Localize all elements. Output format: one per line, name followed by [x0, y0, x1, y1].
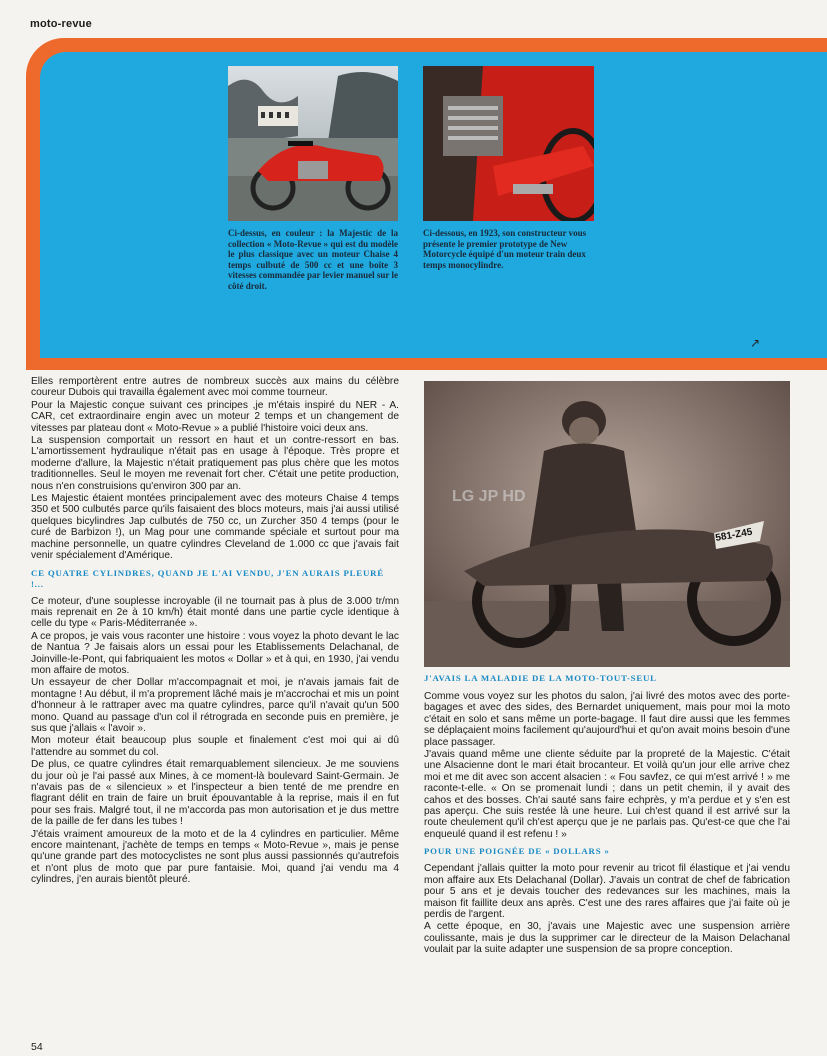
- paragraph: Ce moteur, d'une souplesse incroyable (il ne tournait pas à plus de 3.000 tr/mn mais reprenait en 2e à 10 km/h) était monté dans une partie cycle identique à celle du type « Paris-Méditerranée ».: [31, 595, 399, 630]
- paragraph: Cependant j'allais quitter la moto pour revenir au tricot fil élastique et j'ai vendu mon affaire aux Ets Delachanal (Dollar). J'avais un contrat de chef de fabrication pour 5 ans et je devais toucher des redevances sur les machines, mais la maison fit faillite deux ans après. C'est une des rares affaires que j'ai faite où je perdis de l'argent.: [424, 863, 790, 920]
- paragraph: J'avais quand même une cliente séduite par la propreté de la Majestic. C'était une Alsacienne dont le mari était brocanteur. Et voilà qu'un jour elle arrive chez moi et me dit avec son accent alsacien : « Fou savfez, ce qui m'est arrivé ! » me raconte-t-elle. « On se promenait lundi ; dans un petit chemin, il y avait des cahos et des bosses. Ch'ai sauté sans faire echprès, y m'a perdue et y s'en est pas aperçu. Che suis restée là une heure. Lui ch'est quand il est arrivé sur la route cheulement qu'il ch'est aperçu que je ne parlais pas. Qu'est-ce que che l'ai enqueulé quand il est refenu ! »: [424, 749, 790, 840]
- section-subheading: POUR UNE POIGNÉE DE « DOLLARS »: [424, 846, 610, 857]
- majestic-chateau-photo: [228, 66, 398, 221]
- paragraph: A ce propos, je vais vous raconter une histoire : vous voyez la photo devant le lac de Nantua ? Je faisais alors un essai pour les Etablissements Delachanal, de Joinville-le-Pont, qui fabriquaient les motos « Dollar » et à qui, en 1930, j'ai vendu mon affaire de motos.: [31, 630, 399, 676]
- rider-with-majestic-photo: [424, 381, 790, 667]
- paragraph: Comme vous voyez sur les photos du salon, j'ai livré des motos avec des porte-bagages et avec des sides, des Bernardet uniquement, mais pour moi la moto c'était en solo et sans même un porte-bagage. Il faut dire aussi que les femmes se déplaçaient moins facilement qu'aujourd'hui et qu'on avait moins besoin d'une place passager.: [424, 691, 790, 748]
- magazine-header: moto-revue: [30, 18, 92, 30]
- paragraph: Pour la Majestic conçue suivant ces principes ,je m'étais inspiré du NER - A. CAR, cet extraordinaire engin avec un moteur 2 temps et un changement de vitesses par plateau dont « Moto-Revue » a publié l'histoire voici deux ans.: [31, 399, 399, 434]
- top-left-photo-caption: Ci-dessus, en couleur : la Majestic de la collection « Moto-Revue » qui est du modèle le plus classique avec un moteur Chaise 4 temps culbuté de 500 cc et une boîte 3 vitesses commandée par levier manuel sur le côté droit.: [228, 228, 398, 291]
- paragraph: Les Majestic étaient montées principalement avec des moteurs Chaise 4 temps 350 et 500 culbutés parce qu'ils faisaient des blocs moteurs, mais j'ai aussi utilisé quelques bicylindres Jap culbutés de 750 cc, un Zurcher 350 4 temps (pour le curé de Barbizon !), un Mag pour une commande spéciale et surtout pour ma machine personnelle, un quatre cylindres Cleveland de 1.000 cc que j'avais fait venir spécialement d'Amérique.: [31, 493, 399, 562]
- panel-corner-mark: ↗: [750, 336, 761, 350]
- engine-closeup-photo: [423, 66, 594, 221]
- paragraph: De plus, ce quatre cylindres était remarquablement silencieux. Je me souviens du jour où je l'ai passé aux Mines, à ce moment-là boulevard Saint-Germain. Je n'avais pas de « silencieux » et l'inspecteur a bien tenté de me prendre en flagrant délit en train de faire un bruit épouvantable à la reprise, mais il en fut pour ses frais. Malgré tout, il ne m'accorda pas mon autorisation et je dus mettre de la paille de fer dans les tubes !: [31, 759, 399, 828]
- article-right-column: [424, 691, 790, 957]
- watermark-text: LG JP HD: [452, 488, 526, 505]
- top-right-photo-caption: Ci-dessous, en 1923, son constructeur vous présente le premier prototype de New Motorcycle équipé d'un moteur train deux temps monocylindre.: [423, 228, 587, 270]
- paragraph: J'étais vraiment amoureux de la moto et de la 4 cylindres en particulier. Même encore maintenant, j'achète de temps en temps « Moto-Revue », mais je pense qu'une grande part des motocyclistes ne sont plus aussi passionnés qu'autrefois et n'ont plus de moto que par pure fantaisie. Moi, quand j'ai vendu ma 4 cylindres, j'en aurais bientôt pleuré.: [31, 828, 399, 886]
- paragraph: Elles remportèrent entre autres de nombreux succès aux mains du célèbre coureur Dubois qui travailla également avec moi comme tourneur.: [31, 376, 399, 399]
- page-number: 54: [31, 1041, 43, 1053]
- paragraph: Un essayeur de cher Dollar m'accompagnait et moi, je n'avais jamais fait de montagne ! Au début, il m'a proprement lâché mais je m'accrochai et mis un point d'honneur à le rattraper avec ma quatre cylindres, parce qu'il n'avait qu'un 500 mono. Quand au passage d'un col il rétrograda en seconde puis en première, je sus que j'allais « l'avoir ».: [31, 677, 399, 734]
- rider-photo-caption: J'AVAIS LA MALADIE DE LA MOTO-TOUT-SEUL: [424, 673, 657, 683]
- paragraph: Mon moteur était beaucoup plus souple et finalement c'est moi qui ai dû l'attendre au sommet du col.: [31, 735, 399, 758]
- license-plate-text: 581-Z45: [714, 526, 754, 544]
- article-left-column: [31, 376, 399, 887]
- paragraph: A cette époque, en 30, j'avais une Majestic avec une suspension arrière coulissante, mais je dus la supprimer car le directeur de la Maison Delachanal voulait par la suite adapter une suspension de sa propre conception.: [424, 921, 790, 956]
- paragraph: La suspension comportait un ressort en haut et un contre-ressort en bas. L'amortissement hydraulique n'était pas en usage à l'époque. Très propre et moderne d'allure, la Majestic n'était pratiquement pas plus chère que les motos traditionnelles. Seul le moyen me revenait fort cher. C'était une petite production, nous n'en construisions qu'environ 300 par an.: [31, 435, 399, 492]
- section-subheading: CE QUATRE CYLINDRES, QUAND JE L'AI VENDU, J'EN AURAIS PLEURÉ !...: [31, 567, 384, 589]
